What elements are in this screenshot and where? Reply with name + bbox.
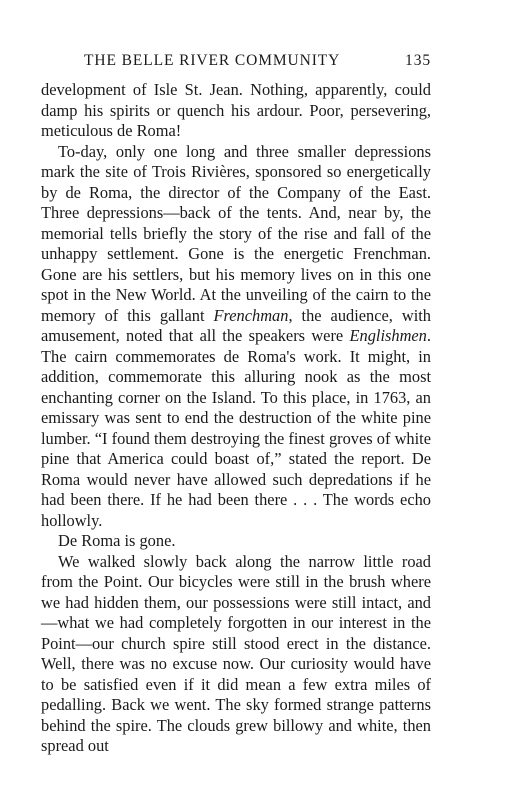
paragraph-memorial-part-c: . The cairn commemorates de Roma's work. It might, in addition, commemorate this alluring nook as the most enchanting corner on the Island. To this place, in 1763, an emissary was sent to end the destruction of the white pine lumber. “I found them destroying the finest groves of white pine that America could boast of,” stated the report. De Roma would never have allowed such depredations if he had been there. If he had been there . . . The words echo hollowly. bbox=[41, 326, 431, 530]
body-text bbox=[41, 80, 431, 757]
italic-frenchman: Frenchman bbox=[213, 305, 289, 325]
paragraph-memorial bbox=[41, 142, 431, 532]
book-page bbox=[41, 0, 431, 800]
paragraph-memorial-part-b: , the audience, with amusement, noted that all the speakers were bbox=[41, 305, 431, 345]
running-head bbox=[41, 52, 431, 72]
page-number: 135 bbox=[405, 52, 431, 69]
paragraph-walk-back: We walked slowly back along the narrow little road from the Point. Our bicycles were still in the brush where we had hidden them, our possessions were still intact, and—what we had completely forgotten in our interest in the Point—our church spire still stood erect in the distance. Well, there was no excuse now. Our curiosity would have to be satisfied even if it did mean a few extra miles of pedalling. Back we went. The sky formed strange patterns behind the spire. The clouds grew billowy and white, then spread out bbox=[41, 551, 431, 755]
paragraph-continued: development of Isle St. Jean. Nothing, apparently, could damp his spirits or quench his ardour. Poor, persevering, meticulous de Roma! bbox=[41, 80, 431, 140]
paragraph-de-roma-gone: De Roma is gone. bbox=[58, 531, 176, 550]
running-title: THE BELLE RIVER COMMUNITY bbox=[84, 52, 341, 69]
italic-englishmen: Englishmen bbox=[349, 326, 427, 345]
paragraph-memorial-part-a: To-day, only one long and three smaller depressions mark the site of Trois Rivières, sponsored so energetically by de Roma, the director of the Company of the East. Three depressions—back of the tents. And, near by, the memorial tells briefly the story of the rise and fall of the unhappy settlement. Gone is the energetic Frenchman. Gone are his settlers, but his memory lives on in this one spot in the New World. At the unveiling of the cairn to the memory of this gallant bbox=[41, 141, 431, 325]
